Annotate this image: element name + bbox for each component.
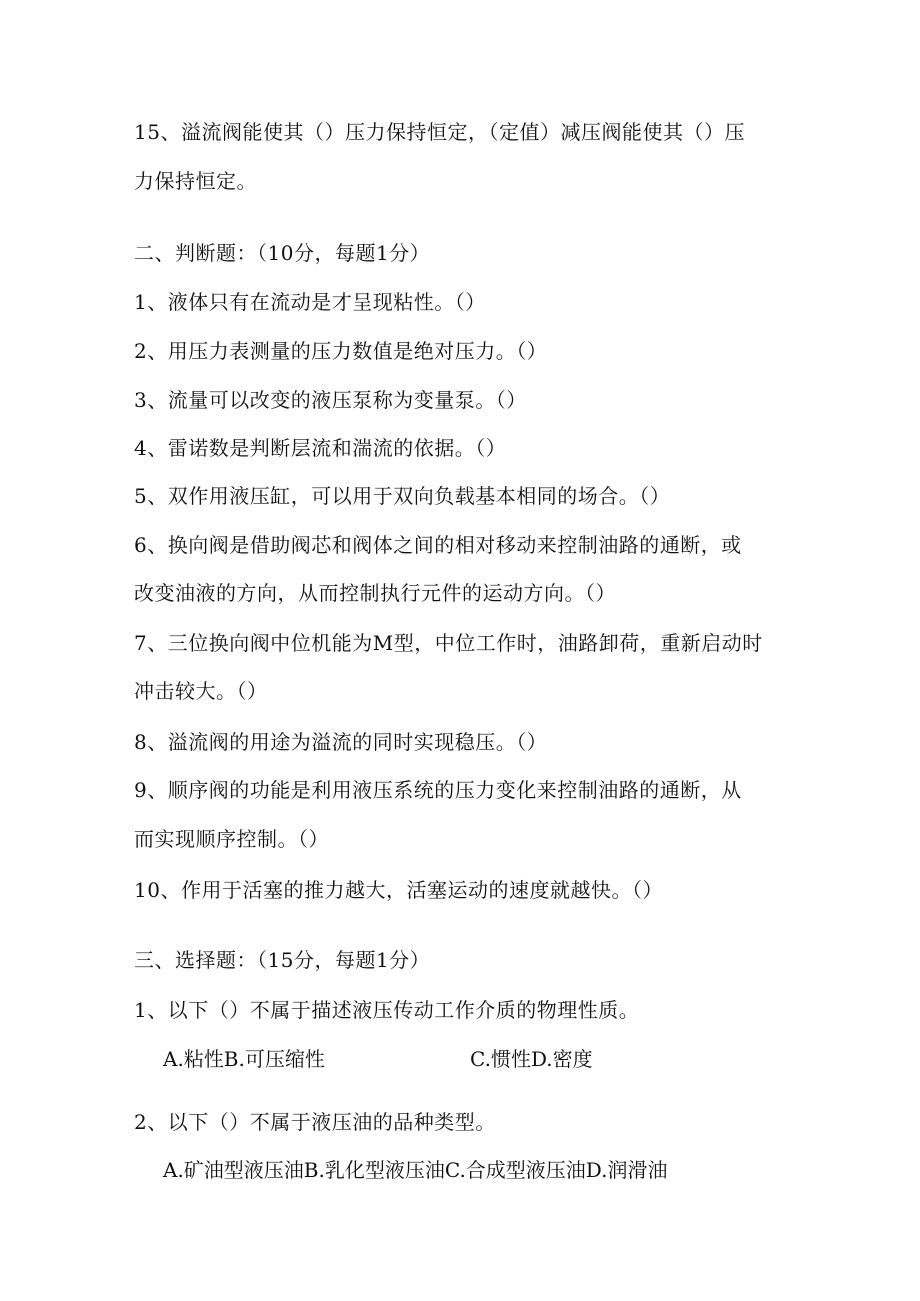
tf-line: 而实现顺序控制。（） [134, 827, 329, 851]
q15-line-2: 力保持恒定。 [134, 169, 257, 193]
tf-line: 10、作用于活塞的推力越大，活塞运动的速度就越快。（） [134, 878, 663, 902]
multiple-choice-heading: 三、选择题：（15分，每题1分） [134, 948, 431, 972]
mc-q2-stem: 2、以下（）不属于液压油的品种类型。 [134, 1110, 496, 1134]
tf-line: 6、换向阀是借助阀芯和阀体之间的相对移动来控制油路的通断，或 [134, 533, 742, 557]
tf-line: 2、用压力表测量的压力数值是绝对压力。（） [134, 339, 548, 363]
mc-q2-options: A.矿油型液压油B.乳化型液压油C.合成型液压油D.润滑油 [163, 1158, 668, 1182]
tf-line: 4、雷诺数是判断层流和湍流的依据。（） [134, 436, 507, 460]
true-false-heading: 二、判断题：（10分，每题1分） [134, 241, 431, 265]
tf-line: 3、流量可以改变的液压泵称为变量泵。（） [134, 388, 527, 412]
mc-q1-options-cd: C.惯性D.密度 [470, 1047, 593, 1071]
tf-line: 1、液体只有在流动是才呈现粘性。（） [134, 290, 486, 314]
tf-line: 改变油液的方向，从而控制执行元件的运动方向。（） [134, 581, 616, 605]
tf-line: 7、三位换向阀中位机能为M型，中位工作时，油路卸荷，重新启动时 [134, 631, 763, 655]
tf-line: 冲击较大。（） [134, 679, 268, 703]
mc-q1-options-ab: A.粘性B.可压缩性 [163, 1047, 325, 1071]
mc-q1-stem: 1、以下（）不属于描述液压传动工作介质的物理性质。 [134, 998, 640, 1022]
q15-line-1: 15、溢流阀能使其（）压力保持恒定，（定值）减压阀能使其（）压 [134, 120, 745, 144]
tf-line: 5、双作用液压缸，可以用于双向负载基本相同的场合。（） [134, 484, 671, 508]
tf-line: 8、溢流阀的用途为溢流的同时实现稳压。（） [134, 730, 548, 754]
tf-line: 9、顺序阀的功能是利用液压系统的压力变化来控制油路的通断，从 [134, 778, 742, 802]
